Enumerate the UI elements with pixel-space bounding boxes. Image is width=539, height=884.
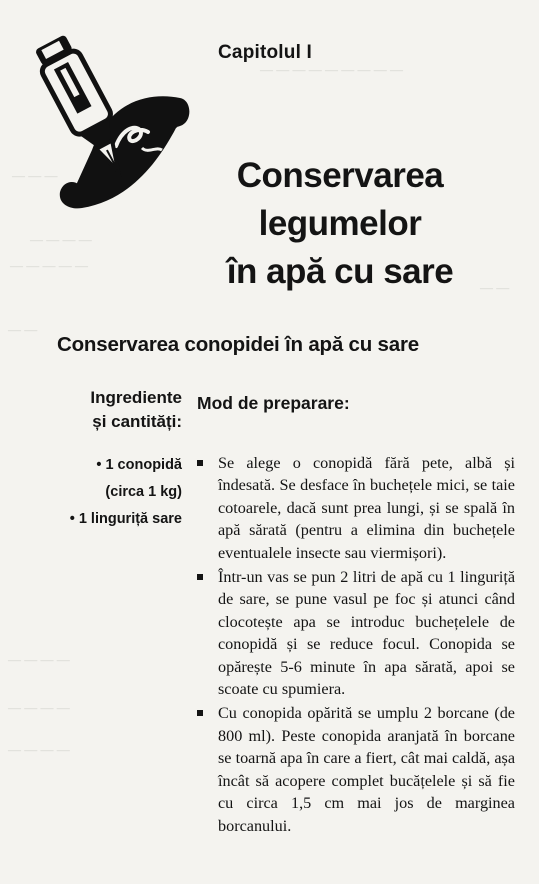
ingredient-item: • 1 conopidă	[96, 457, 182, 473]
title-line: legumelor	[258, 204, 422, 243]
quill-pen-scroll-icon	[30, 30, 195, 215]
ingredients-list	[70, 452, 182, 533]
ingredients-heading-line: Ingrediente	[90, 388, 182, 407]
ingredient-item: (circa 1 kg)	[105, 484, 182, 500]
chapter-title	[190, 152, 490, 296]
method-step-text: Se alege o conopidă fără pete, albă și îndesată. Se desface în buchețele mici, se taie cotoarele, dacă sunt prea lungi, și se spală în apă sărată (pentru a elimina din buchețele eventualele insecte sau viermișori).	[218, 454, 515, 562]
method-step-text: Cu conopida opărită se umplu 2 borcane (de 800 ml). Peste conopida aranjată în borcane se toarnă apa în care a fiert, cât mai caldă, așa încât să acopere complet bucățelele și să fie cu circa 1,5 cm mai jos de marginea borcanului.	[218, 704, 515, 835]
method-step-text: Într-un vas se pun 2 litri de apă cu 1 linguriță de sare, se pune vasul pe foc și atunci când clocotește apa se introduc buchețelele de conopidă și se reduce focul. Conopida se opărește 5-6 minute în apa sărată, apoi se scoate cu spumiera.	[218, 568, 515, 699]
chapter-heading: Capitolul I	[218, 42, 313, 63]
ingredient-item: • 1 linguriță sare	[69, 511, 182, 527]
title-line: în apă cu sare	[226, 252, 454, 291]
recipe-title: Conservarea conopidei în apă cu sare	[57, 333, 419, 356]
book-page: — — — — — — — — — — — — — — — — — — — — — — — — — — — — — — — — — — — — — Capitolul I Conservarea legumelor în apă cu sare Conservarea conopidei în apă cu sare Ingrediente și cantități: • 1 conopidă (circa 1 kg) • 1 linguriță sare Mod de preparare: Se alege o conopidă fără pete, albă și îndesată. Se desface în buchețele mici, se taie cotoarele, dacă sunt prea lungi, și se spală în apă sărată (pentru a elimina din buchețele eventualele insecte sau viermișori). Într-un vas se pun 2 litri de apă cu 1 linguriță de sare, se pune vasul pe foc și atunci când clocotește apa se introduc buchețelele de conopidă și se reduce focul. Conopida se opărește 5-6 minute în apa sărată, apoi se scoate cu spumiera. Cu conopida opărită se umplu 2 borcane (de 800 ml). Peste conopida aranjată în borcane se toarnă apa în care a fiert, cât mai caldă, așa încât să acopere complet bucățelele și să fie cu circa 1,5 cm mai jos de marginea borcanului.	[0, 0, 539, 884]
square-bullet-icon	[197, 710, 203, 716]
method-step	[197, 702, 515, 836]
square-bullet-icon	[197, 460, 203, 466]
method-steps	[197, 452, 515, 839]
square-bullet-icon	[197, 574, 203, 580]
ingredients-heading	[90, 386, 182, 434]
title-line: Conservarea	[236, 156, 444, 195]
method-step	[197, 452, 515, 564]
method-step	[197, 566, 515, 700]
method-heading: Mod de preparare:	[197, 393, 350, 413]
ingredients-heading-line: și cantități:	[92, 412, 182, 431]
